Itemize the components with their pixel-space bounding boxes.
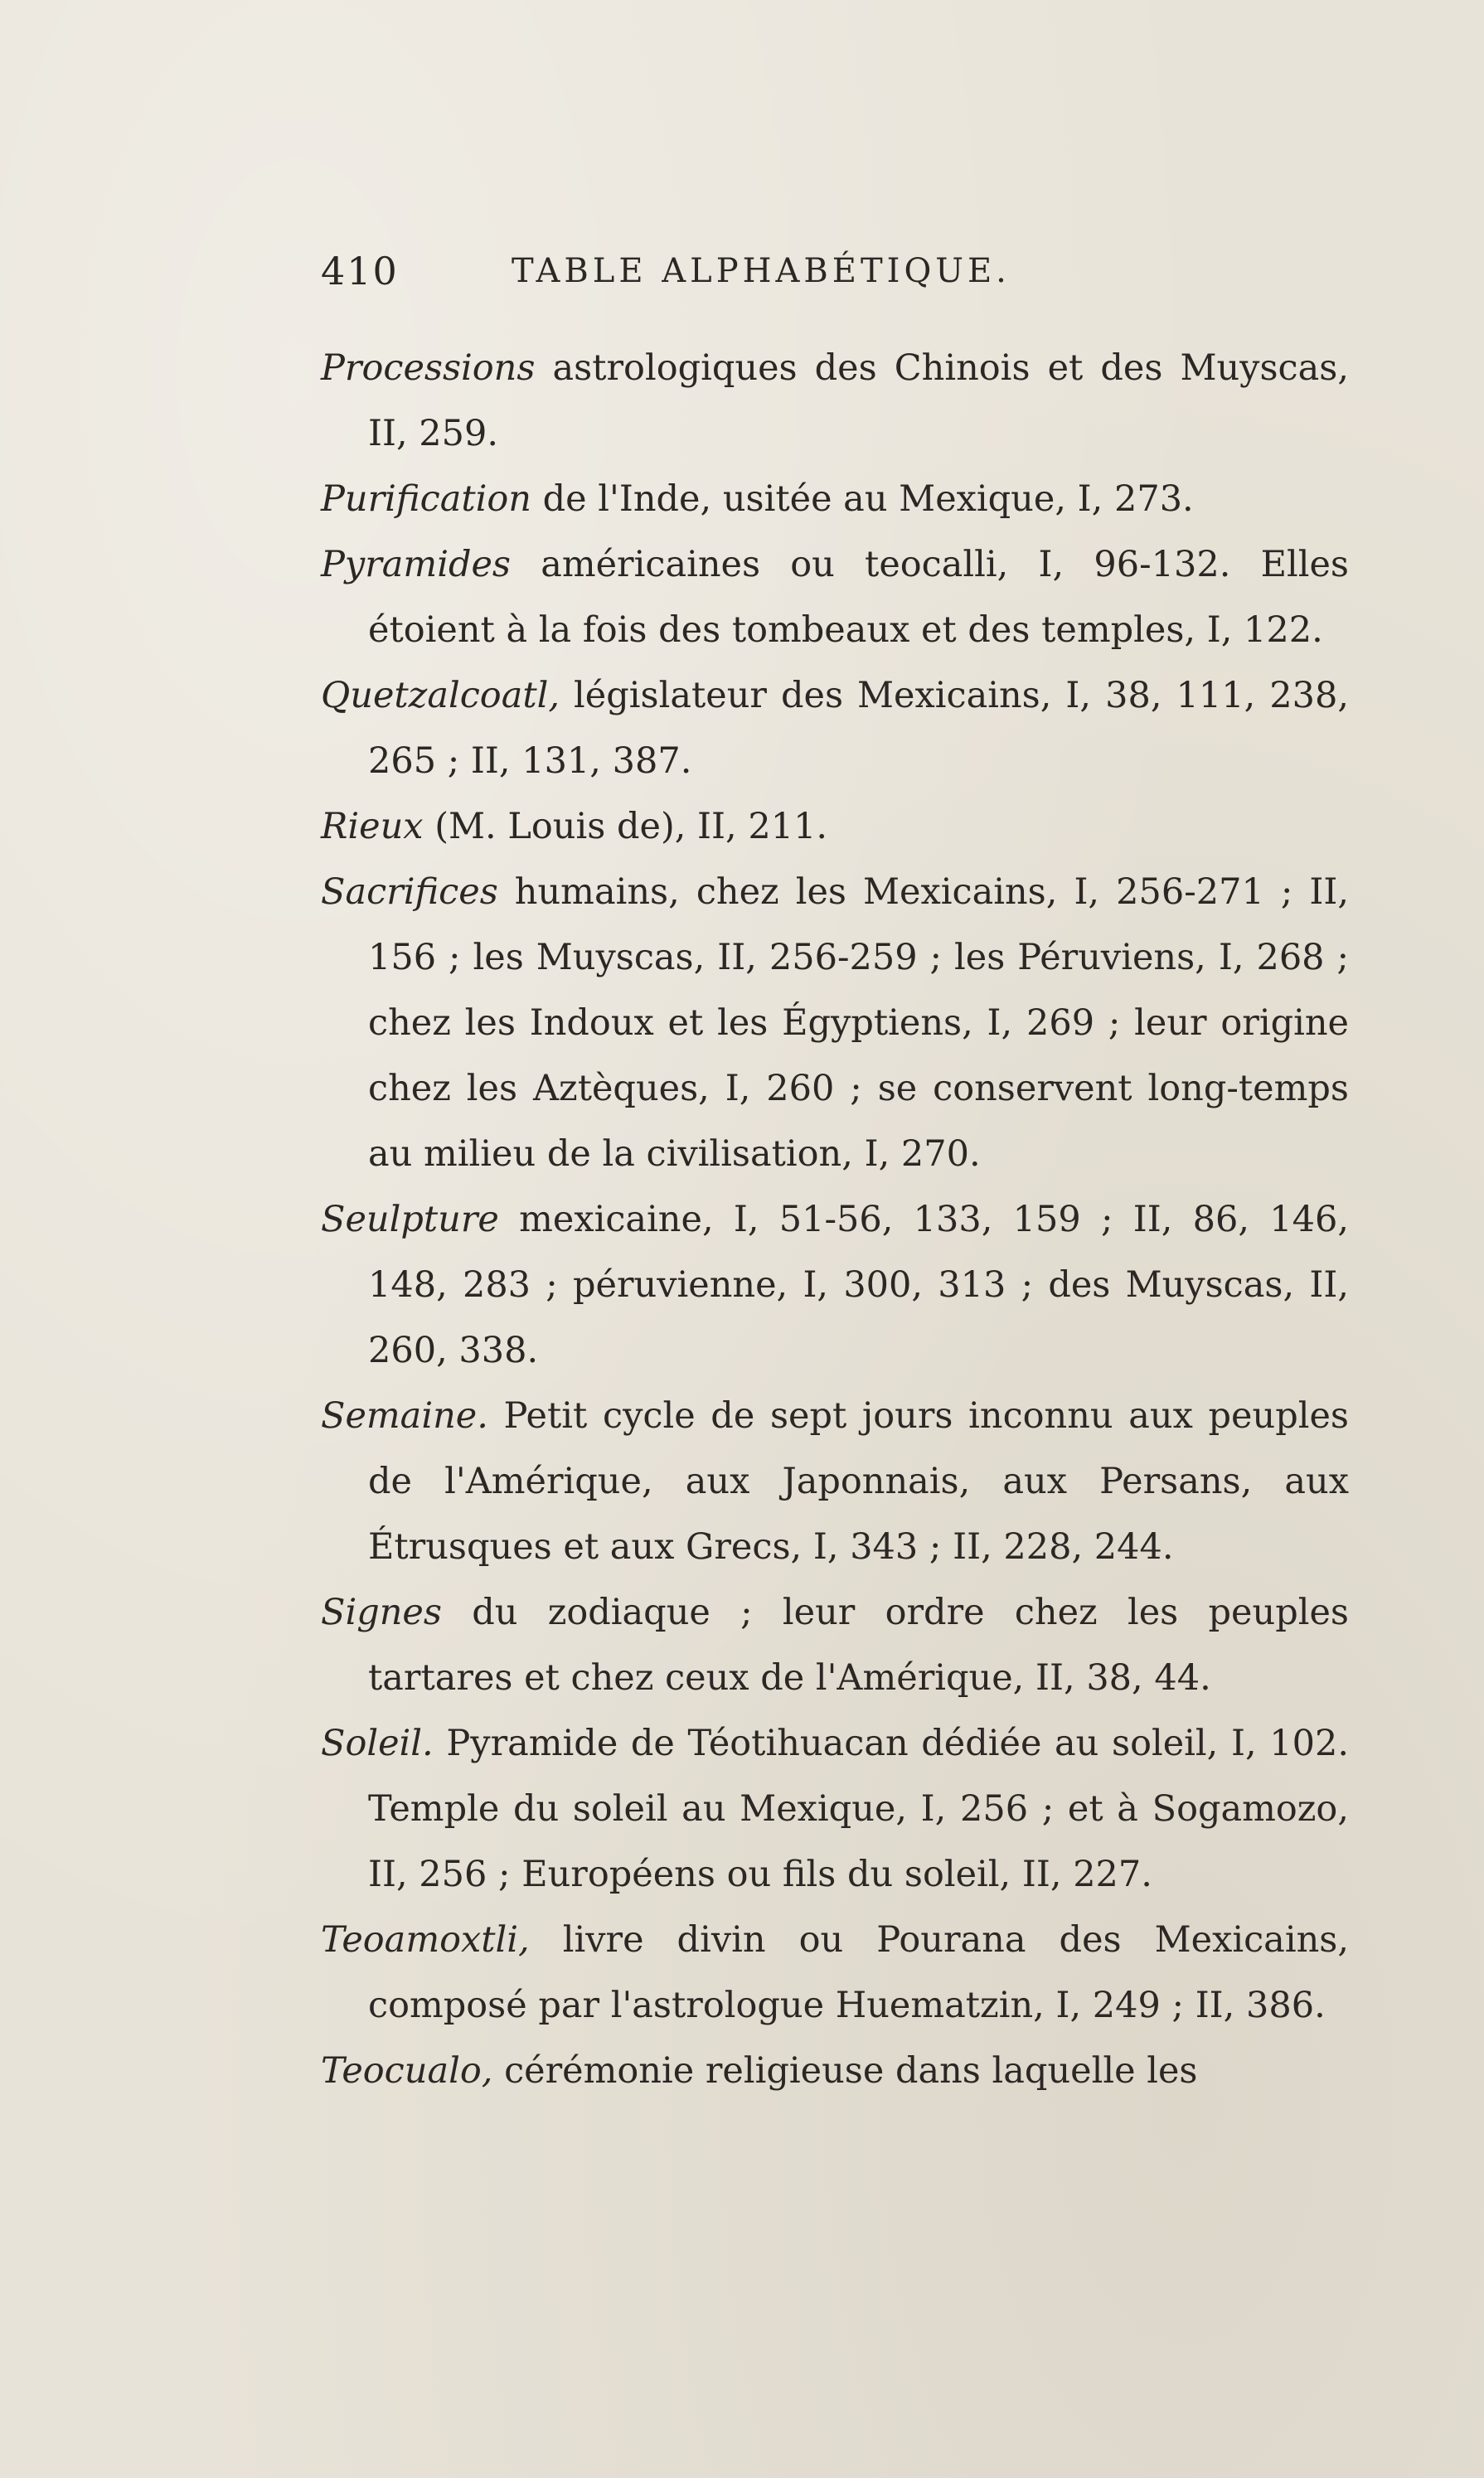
entry-term: Processions — [321, 347, 536, 389]
entry-text: du zodiaque ; leur ordre chez les peuples tartares et chez ceux de l'Amérique, II, 38, 44. — [368, 1592, 1349, 1699]
page-number: 410 — [321, 249, 399, 293]
entry-text: (M. Louis de), II, 211. — [423, 806, 828, 847]
index-entry — [321, 336, 1349, 467]
entry-text: américaines ou teocalli, I, 96-132. Elles étoient à la fois des tombeaux et des temples, I, 122. — [368, 544, 1349, 651]
running-head — [321, 249, 1357, 298]
entry-term: Quetzalcoatl, — [321, 675, 560, 716]
entry-term: Rieux — [321, 806, 424, 847]
entry-text: mexicaine, I, 51-56, 133, 159 ; II, 86, 146, 148, 283 ; péruvienne, I, 300, 313 ; des Muyscas, II, 260, 338. — [368, 1199, 1349, 1371]
entry-term: Purification — [321, 478, 531, 520]
index-entry — [321, 1711, 1349, 1908]
index-entry — [321, 2039, 1349, 2104]
index-entry — [321, 1580, 1349, 1711]
entry-text: astrologiques des Chinois et des Muyscas, II, 259. — [368, 347, 1349, 454]
entry-text: Pyramide de Téotihuacan dédiée au soleil, I, 102. Temple du soleil au Mexique, I, 256 ; et à Sogamozo, II, 256 ; Européens ou fils du soleil, II, 227. — [368, 1723, 1349, 1895]
entry-term: Soleil. — [321, 1723, 434, 1764]
entry-term: Seulpture — [321, 1199, 499, 1240]
entry-term: Pyramides — [321, 544, 511, 585]
index-entry — [321, 794, 1349, 860]
entry-text: de l'Inde, usitée au Mexique, I, 273. — [531, 478, 1194, 520]
running-title: TABLE ALPHABÉTIQUE. — [512, 252, 1011, 290]
entry-text: livre divin ou Pourana des Mexicains, composé par l'astrologue Huematzin, I, 249 ; II, 386. — [368, 1919, 1349, 2026]
index-entry — [321, 467, 1349, 532]
entry-term: Semaine. — [321, 1395, 488, 1437]
entry-text: Petit cycle de sept jours inconnu aux peuples de l'Amérique, aux Japonnais, aux Persans, aux Étrusques et aux Grecs, I, 343 ; II, 228, 244. — [368, 1395, 1349, 1568]
entry-text: humains, chez les Mexicains, I, 256-271 ; II, 156 ; les Muyscas, II, 256-259 ; les Péruviens, I, 268 ; chez les Indoux et les Égyptiens, I, 269 ; leur origine chez les Aztèques, I, 260 ; se conservent long-temps au milieu de la civilisation, I, 270. — [368, 871, 1349, 1175]
entry-term: Teoamoxtli, — [321, 1919, 530, 1961]
index-entry — [321, 1384, 1349, 1580]
entry-text: cérémonie religieuse dans laquelle les — [492, 2050, 1198, 2092]
index-entry — [321, 1908, 1349, 2039]
index-entry — [321, 663, 1349, 794]
entry-text: législateur des Mexicains, I, 38, 111, 238, 265 ; II, 131, 387. — [368, 675, 1349, 782]
entry-term: Signes — [321, 1592, 442, 1633]
index-entry — [321, 1187, 1349, 1384]
index-entry — [321, 860, 1349, 1187]
index-entries — [321, 336, 1349, 2104]
index-entry — [321, 532, 1349, 663]
entry-term: Teocualo, — [321, 2050, 493, 2092]
entry-term: Sacrifices — [321, 871, 498, 913]
